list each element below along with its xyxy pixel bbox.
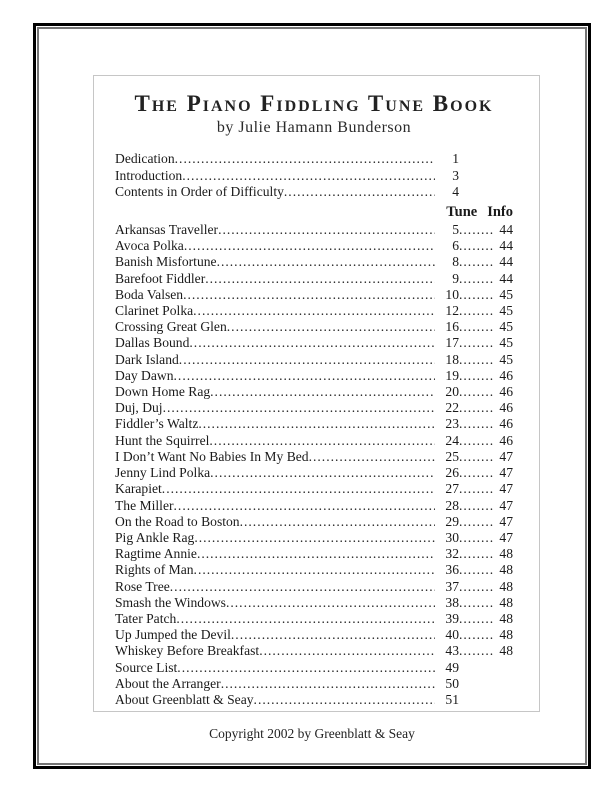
dot-separator	[459, 254, 493, 270]
tune-page-number: 28	[445, 497, 459, 513]
info-page-number: 48	[499, 627, 513, 643]
dot-leader	[309, 449, 435, 465]
tune-entry-row	[115, 627, 513, 643]
tune-page-number: 27	[445, 481, 459, 497]
tune-title: Ragtime Annie	[115, 546, 197, 562]
dot-leader	[175, 151, 435, 167]
tune-title: Day Dawn	[115, 367, 174, 383]
tune-title: Crossing Great Glen	[115, 319, 227, 335]
dot-separator	[459, 514, 493, 530]
tune-title: Avoca Polka	[115, 238, 184, 254]
info-page-number: 45	[499, 319, 513, 335]
info-page-number: 45	[499, 335, 513, 351]
dot-separator	[459, 530, 493, 546]
dot-leader	[254, 692, 435, 708]
tune-page-number: 16	[445, 319, 459, 335]
info-page-number: 48	[499, 610, 513, 626]
tune-entry-row	[115, 449, 513, 465]
column-header-row	[115, 203, 513, 222]
toc-entry-row	[115, 676, 513, 692]
entry-title: About Greenblatt & Seay	[115, 691, 254, 707]
tune-title: Whiskey Before Breakfast	[115, 643, 260, 659]
front-matter-list	[115, 151, 513, 200]
tune-title: Banish Misfortune	[115, 254, 217, 270]
info-page-number: 44	[499, 238, 513, 254]
dot-separator	[459, 303, 493, 319]
book-title: The Piano Fiddling Tune Book	[134, 91, 494, 116]
tune-entry-row	[115, 400, 513, 416]
dot-leader	[210, 384, 435, 400]
toc-entry-row	[115, 660, 513, 676]
dot-leader	[231, 627, 435, 643]
dot-leader	[162, 481, 435, 497]
tune-page-number: 6	[452, 238, 459, 254]
dot-leader	[209, 433, 435, 449]
tune-entry-row	[115, 579, 513, 595]
tune-entry-row	[115, 611, 513, 627]
tune-title: Pig Ankle Rag	[115, 529, 195, 545]
dot-separator	[459, 465, 493, 481]
tune-entry-row	[115, 546, 513, 562]
tune-entry-row	[115, 335, 513, 351]
entry-page-number: 3	[452, 167, 459, 183]
tune-page-number: 36	[445, 562, 459, 578]
tune-page-number: 22	[445, 400, 459, 416]
tune-title: Clarinet Polka	[115, 303, 194, 319]
tune-entry-row	[115, 271, 513, 287]
entry-title: About the Arranger	[115, 675, 221, 691]
dot-leader	[163, 400, 435, 416]
tune-entry-row	[115, 287, 513, 303]
tune-page-number: 5	[452, 222, 459, 238]
tune-page-number: 17	[445, 335, 459, 351]
info-page-number: 46	[499, 400, 513, 416]
info-page-number: 47	[499, 497, 513, 513]
tune-page-number: 43	[445, 643, 459, 659]
info-page-number: 47	[499, 448, 513, 464]
tune-title: Dallas Bound	[115, 335, 190, 351]
toc-content-box	[93, 75, 540, 712]
info-page-number: 48	[499, 562, 513, 578]
tune-page-number: 23	[445, 416, 459, 432]
dot-leader	[210, 465, 435, 481]
entry-page-number: 50	[445, 675, 459, 691]
tune-entry-row	[115, 238, 513, 254]
dot-leader	[194, 530, 435, 546]
tune-page-number: 18	[445, 351, 459, 367]
dot-leader	[221, 676, 435, 692]
tune-page-number: 30	[445, 529, 459, 545]
tune-title: Dark Island	[115, 351, 179, 367]
info-page-number: 47	[499, 481, 513, 497]
tune-entry-row	[115, 368, 513, 384]
tune-title: Tater Patch	[115, 610, 177, 626]
tune-entry-row	[115, 465, 513, 481]
tune-entry-row	[115, 384, 513, 400]
dot-leader	[226, 595, 435, 611]
dot-separator	[459, 449, 493, 465]
dot-separator	[459, 595, 493, 611]
info-page-number: 44	[499, 254, 513, 270]
dot-leader	[184, 238, 435, 254]
dot-leader	[174, 368, 435, 384]
dot-leader	[198, 416, 435, 432]
tune-title: Up Jumped the Devil	[115, 627, 231, 643]
dot-leader	[218, 222, 435, 238]
entry-page-number: 4	[452, 183, 459, 199]
info-page-number: 46	[499, 384, 513, 400]
entry-page-number: 49	[445, 659, 459, 675]
dot-separator	[459, 546, 493, 562]
dot-leader	[176, 611, 435, 627]
toc-entry-row	[115, 184, 513, 200]
info-page-number: 48	[499, 578, 513, 594]
tune-page-number: 38	[445, 594, 459, 610]
tune-entry-row	[115, 254, 513, 270]
dot-separator	[459, 352, 493, 368]
info-page-number: 47	[499, 465, 513, 481]
tune-title: On the Road to Boston	[115, 513, 240, 529]
page-border-outer	[33, 23, 591, 769]
info-page-number: 48	[499, 643, 513, 659]
tune-title: Barefoot Fiddler	[115, 270, 206, 286]
tune-entry-row	[115, 416, 513, 432]
tune-entry-row	[115, 562, 513, 578]
tune-page-number: 25	[445, 448, 459, 464]
tune-title: Rose Tree	[115, 578, 170, 594]
dot-leader	[174, 498, 435, 514]
dot-separator	[459, 643, 493, 659]
tune-entry-row	[115, 514, 513, 530]
tune-page-number: 26	[445, 465, 459, 481]
toc-entry-row	[115, 692, 513, 708]
dot-leader	[197, 546, 435, 562]
tune-page-number: 24	[445, 432, 459, 448]
entry-page-number: 51	[445, 691, 459, 707]
tune-title: Hunt the Squirrel	[115, 432, 210, 448]
tune-entry-row	[115, 595, 513, 611]
tune-column-header: Tune	[446, 204, 478, 221]
dot-leader	[194, 562, 435, 578]
dot-leader	[205, 271, 435, 287]
dot-separator	[459, 562, 493, 578]
dot-leader	[170, 579, 435, 595]
dot-separator	[459, 611, 493, 627]
tune-page-number: 12	[445, 303, 459, 319]
dot-leader	[240, 514, 435, 530]
tune-title: Duj, Duj	[115, 400, 163, 416]
dot-separator	[459, 271, 493, 287]
info-page-number: 46	[499, 367, 513, 383]
dot-separator	[459, 335, 493, 351]
toc-entry-row	[115, 168, 513, 184]
tune-title: Rights of Man	[115, 562, 194, 578]
info-page-number: 48	[499, 546, 513, 562]
tune-entry-row	[115, 643, 513, 659]
info-page-number: 48	[499, 594, 513, 610]
dot-leader	[182, 168, 435, 184]
info-page-number: 47	[499, 529, 513, 545]
info-column-header: Info	[487, 204, 513, 221]
dot-separator	[459, 238, 493, 254]
tune-entry-row	[115, 481, 513, 497]
page-border-inner	[37, 27, 587, 765]
info-page-number: 46	[499, 416, 513, 432]
dot-leader	[193, 303, 435, 319]
dot-leader	[217, 254, 435, 270]
tune-page-number: 39	[445, 610, 459, 626]
tune-title: I Don’t Want No Babies In My Bed	[115, 448, 309, 464]
dot-leader	[183, 287, 435, 303]
dot-leader	[177, 660, 435, 676]
tune-page-number: 32	[445, 546, 459, 562]
entry-page-number: 1	[452, 151, 459, 167]
dot-separator	[459, 287, 493, 303]
tune-title: Arkansas Traveller	[115, 222, 219, 238]
entry-title: Contents in Order of Difficulty	[115, 183, 284, 199]
tune-title: Fiddler’s Waltz	[115, 416, 199, 432]
tune-page-number: 40	[445, 627, 459, 643]
info-page-number: 47	[499, 513, 513, 529]
tune-entry-row	[115, 530, 513, 546]
dot-separator	[459, 498, 493, 514]
dot-leader	[227, 319, 435, 335]
tune-list	[115, 222, 513, 659]
dot-separator	[459, 222, 493, 238]
tune-page-number: 9	[452, 270, 459, 286]
dot-leader	[179, 352, 435, 368]
tune-title: The Miller	[115, 497, 174, 513]
dot-separator	[459, 579, 493, 595]
tune-page-number: 8	[452, 254, 459, 270]
tune-page-number: 19	[445, 367, 459, 383]
dot-separator	[459, 319, 493, 335]
tune-title: Karapiet	[115, 481, 162, 497]
dot-separator	[459, 368, 493, 384]
tune-page-number: 20	[445, 384, 459, 400]
tune-page-number: 10	[445, 286, 459, 302]
entry-title: Dedication	[115, 151, 175, 167]
info-page-number: 44	[499, 222, 513, 238]
tune-entry-row	[115, 433, 513, 449]
info-page-number: 45	[499, 351, 513, 367]
tune-entry-row	[115, 352, 513, 368]
dot-leader	[259, 643, 435, 659]
dot-separator	[459, 627, 493, 643]
tune-page-number: 37	[445, 578, 459, 594]
tune-entry-row	[115, 222, 513, 238]
dot-separator	[459, 481, 493, 497]
toc-entry-row	[115, 151, 513, 167]
dot-separator	[459, 433, 493, 449]
entry-title: Introduction	[115, 167, 183, 183]
dot-leader	[189, 335, 435, 351]
tune-entry-row	[115, 319, 513, 335]
tune-title: Boda Valsen	[115, 286, 184, 302]
info-page-number: 44	[499, 270, 513, 286]
copyright-line: Copyright 2002 by Greenblatt & Seay	[209, 726, 415, 741]
tune-title: Down Home Rag	[115, 384, 211, 400]
entry-title: Source List	[115, 659, 178, 675]
tune-title: Smash the Windows	[115, 594, 226, 610]
dot-leader	[284, 184, 435, 200]
tune-entry-row	[115, 498, 513, 514]
dot-separator	[459, 416, 493, 432]
info-page-number: 46	[499, 432, 513, 448]
dot-separator	[459, 384, 493, 400]
info-page-number: 45	[499, 286, 513, 302]
tune-title: Jenny Lind Polka	[115, 465, 211, 481]
tune-page-number: 29	[445, 513, 459, 529]
back-matter-list	[115, 660, 513, 709]
tune-entry-row	[115, 303, 513, 319]
info-page-number: 45	[499, 303, 513, 319]
book-byline: by Julie Hamann Bunderson	[216, 119, 412, 137]
dot-separator	[459, 400, 493, 416]
